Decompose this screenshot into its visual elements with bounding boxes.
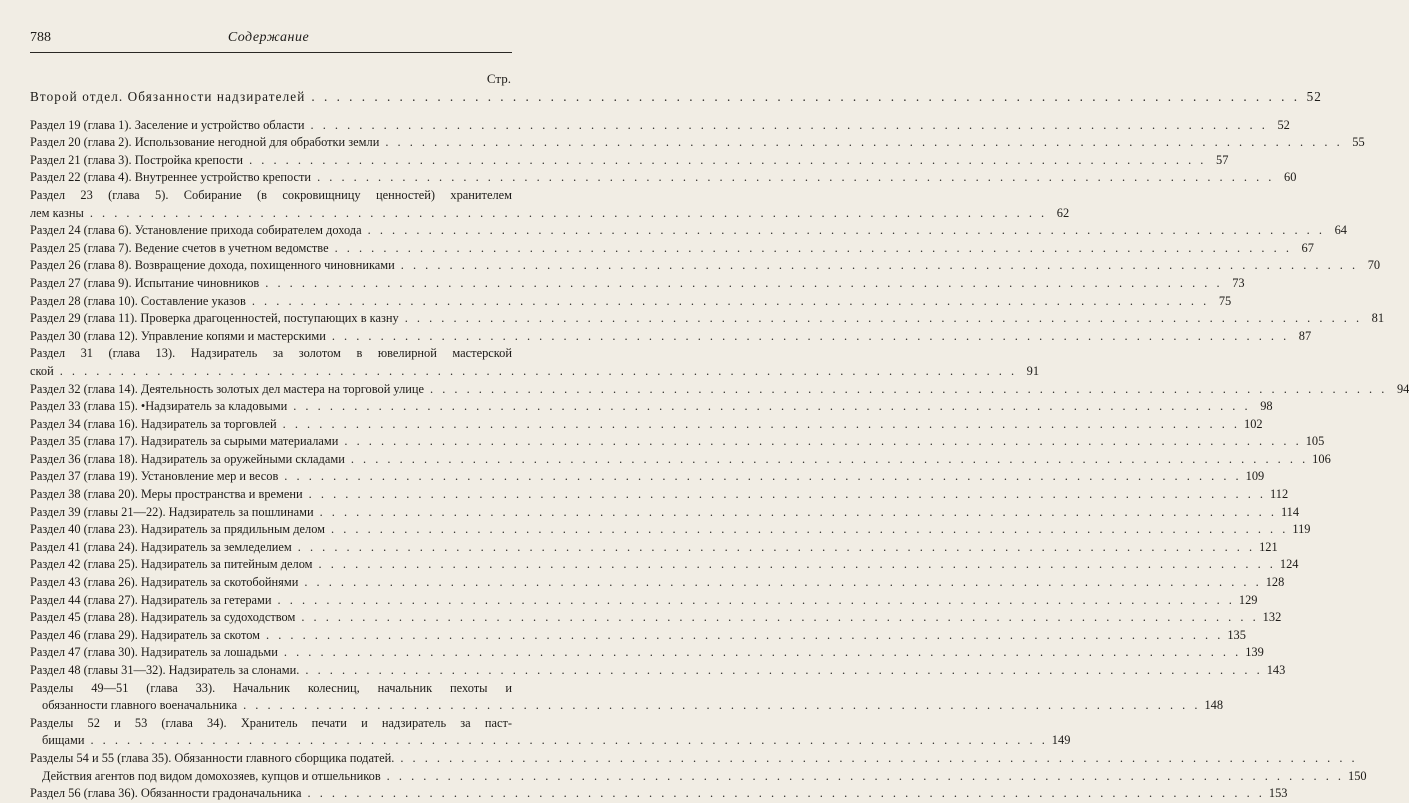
toc-entry-page: 150 xyxy=(1348,768,1367,783)
toc-entry-page: 91 xyxy=(1026,363,1040,378)
toc-entry[interactable] xyxy=(30,644,1264,662)
toc-entry-title: Раздел 40 (глава 23). Надзиратель за прядильным делом xyxy=(30,522,326,537)
leader-dots xyxy=(284,644,1241,662)
toc-entry[interactable] xyxy=(30,310,1385,328)
toc-entry[interactable] xyxy=(30,486,1289,504)
toc-entry-title: Раздел 41 (глава 24). Надзиратель за земледелием xyxy=(30,539,292,554)
toc-entry[interactable] xyxy=(30,574,1285,592)
toc-entry-title-line2: обязанности главного военачальника xyxy=(42,698,238,713)
toc-entry-title: Раздел 20 (глава 2). Использование негодной для обработки земли xyxy=(30,135,380,150)
toc-entry-title-line2: ской xyxy=(30,363,54,378)
toc-entry-page: 52 xyxy=(1277,117,1290,132)
leader-dots xyxy=(319,556,1276,574)
toc-entry[interactable] xyxy=(30,222,1347,240)
toc-entry-page: 60 xyxy=(1284,170,1297,185)
toc-entry-title: Раздел 45 (глава 28). Надзиратель за судоходством xyxy=(30,610,296,625)
toc-entry-page: 98 xyxy=(1260,399,1273,414)
toc-entry-page: 124 xyxy=(1279,557,1299,572)
leader-dots xyxy=(304,574,1261,592)
toc-entry[interactable] xyxy=(30,416,1263,434)
toc-entry[interactable] xyxy=(30,592,1258,610)
toc-entry-page: 135 xyxy=(1227,627,1246,642)
toc-entry-page: 129 xyxy=(1238,592,1258,607)
leader-dots xyxy=(90,732,1047,750)
toc-entry[interactable] xyxy=(30,240,1314,258)
toc-entry-title: Разделы 54 и 55 (глава 35). Обязанности главного сборщика податей. xyxy=(30,750,395,765)
toc-entry-page: 143 xyxy=(1266,663,1286,677)
toc-entry[interactable] xyxy=(30,275,1245,293)
toc-section-title: Второй отдел. Обязанности надзирателей xyxy=(30,89,306,104)
toc-entry-title: Действия агентов под видом домохозяев, купцов и отшельников xyxy=(42,768,381,783)
leader-dots xyxy=(265,275,1222,293)
toc-entry-page: 102 xyxy=(1244,416,1263,431)
toc-entry-page: 128 xyxy=(1265,575,1285,590)
toc-entry-title-line2: бищами xyxy=(42,733,85,748)
toc-entry-title-line1: Раздел 31 (глава 13). Надзиратель за золотом в ювелирной мастерской xyxy=(30,346,512,361)
leader-dots xyxy=(311,88,1300,106)
toc-entry[interactable] xyxy=(30,328,1312,346)
leader-dots xyxy=(320,504,1277,522)
leader-dots xyxy=(293,398,1250,416)
toc-entry[interactable] xyxy=(30,257,1381,275)
toc-entry[interactable] xyxy=(30,451,1331,469)
leader-dots xyxy=(385,134,1342,152)
leader-dots xyxy=(387,768,1344,786)
toc-entry-title: Раздел 28 (глава 10). Составление указов xyxy=(30,293,246,308)
toc-entry-title: Раздел 43 (глава 26). Надзиратель за скотобойнями xyxy=(30,575,299,590)
leader-dots xyxy=(298,539,1255,557)
toc-entry-page: 132 xyxy=(1262,610,1282,625)
toc-entry[interactable] xyxy=(30,433,1325,451)
toc-entry-page: 81 xyxy=(1371,311,1385,326)
toc-entry-title: Раздел 46 (глава 29). Надзиратель за скотом xyxy=(30,627,261,642)
leader-dots xyxy=(405,310,1362,328)
table-of-contents xyxy=(30,88,1409,803)
leader-dots xyxy=(311,117,1268,135)
toc-entry-title: Раздел 37 (глава 19). Установление мер и весов xyxy=(30,469,279,484)
toc-entry-page: 112 xyxy=(1270,487,1289,502)
header-rule xyxy=(30,52,512,53)
toc-entry-page: 149 xyxy=(1051,733,1071,748)
toc-entry-page: 139 xyxy=(1245,645,1264,660)
leader-dots xyxy=(283,416,1240,434)
toc-entry-page: 109 xyxy=(1245,469,1265,484)
leader-dots xyxy=(252,293,1209,311)
toc-entry-page: 121 xyxy=(1259,539,1278,554)
toc-entry-page: 94 xyxy=(1396,381,1409,396)
toc-entry-page: 70 xyxy=(1367,258,1381,273)
toc-entry-page: 153 xyxy=(1268,786,1288,801)
toc-entry[interactable] xyxy=(30,504,1300,522)
toc-entry[interactable] xyxy=(30,117,1290,135)
toc-entry[interactable] xyxy=(30,662,1286,680)
toc-entry-page: 73 xyxy=(1232,275,1245,290)
toc-entry-title: Раздел 39 (главы 21—22). Надзиратель за пошлинами xyxy=(30,504,314,519)
leader-dots xyxy=(401,257,1358,275)
toc-entry-title: Раздел 21 (глава 3). Постройка крепости xyxy=(30,152,244,167)
toc-entry-title: Раздел 27 (глава 9). Испытание чиновников xyxy=(30,275,260,290)
toc-section-page: 52 xyxy=(1306,89,1322,104)
toc-entry-title: Раздел 25 (глава 7). Ведение счетов в учетном ведомстве xyxy=(30,240,329,255)
toc-entry-title: Раздел 19 (глава 1). Заселение и устройство области xyxy=(30,117,305,132)
toc-entry[interactable] xyxy=(30,187,1070,222)
toc-entry-title: Раздел 44 (глава 27). Надзиратель за гетерами xyxy=(30,592,272,607)
leader-dots xyxy=(60,363,1017,381)
leader-dots xyxy=(351,451,1308,469)
toc-entry-title: Раздел 48 (главы 31—32). Надзиратель за слонами. xyxy=(30,663,300,677)
leader-dots xyxy=(301,609,1258,627)
leader-dots xyxy=(308,785,1265,803)
leader-dots xyxy=(266,627,1223,645)
leader-dots xyxy=(400,750,1357,768)
page-number: 788 xyxy=(30,30,51,45)
toc-entry-title-line1: Разделы 49—51 (глава 33). Начальник колесниц, начальник пехоты и xyxy=(30,680,512,695)
toc-entry-title-line1: Раздел 23 (глава 5). Собирание (в сокровищницу ценностей) хранителем xyxy=(30,187,512,202)
toc-entry-title-line2: лем казны xyxy=(30,205,84,220)
toc-entry-page: 87 xyxy=(1298,328,1312,343)
leader-dots xyxy=(90,205,1047,223)
toc-entry-title: Раздел 34 (глава 16). Надзиратель за торговлей xyxy=(30,416,277,431)
toc-entry[interactable] xyxy=(30,785,1288,803)
toc-entry[interactable] xyxy=(30,293,1232,311)
toc-entry[interactable] xyxy=(30,468,1265,486)
toc-entry[interactable] xyxy=(30,627,1246,645)
toc-entry-title: Раздел 26 (глава 8). Возвращение дохода, похищенного чиновниками xyxy=(30,258,395,273)
toc-entry[interactable] xyxy=(30,169,1297,187)
leader-dots xyxy=(344,433,1301,451)
leader-dots xyxy=(305,662,1262,680)
toc-section-heading[interactable] xyxy=(30,88,1322,106)
toc-entry[interactable] xyxy=(30,152,1229,170)
toc-entry[interactable] xyxy=(30,381,1409,399)
toc-entry[interactable] xyxy=(30,750,512,768)
leader-dots xyxy=(284,468,1241,486)
toc-entry-title: Раздел 32 (глава 14). Деятельность золотых дел мастера на торговой улице xyxy=(30,381,425,396)
toc-entry-title: Раздел 35 (глава 17). Надзиратель за сырыми материалами xyxy=(30,434,339,449)
toc-entry[interactable] xyxy=(30,521,1311,539)
toc-entry-page: 75 xyxy=(1218,293,1232,308)
toc-entry[interactable] xyxy=(30,680,1224,715)
toc-entry-title: Раздел 24 (глава 6). Установление прихода собирателем дохода xyxy=(30,223,362,238)
toc-entry[interactable] xyxy=(30,398,1273,416)
toc-entry[interactable] xyxy=(30,609,1282,627)
toc-entry-title: Раздел 30 (глава 12). Управление копями и мастерскими xyxy=(30,328,326,343)
toc-entry-page: 106 xyxy=(1312,451,1331,466)
toc-entry-title: Раздел 36 (глава 18). Надзиратель за оружейными складами xyxy=(30,451,345,466)
toc-entry-title: Раздел 42 (глава 25). Надзиратель за питейным делом xyxy=(30,557,313,572)
page-column-header: Стр. xyxy=(486,71,511,86)
toc-entry[interactable] xyxy=(30,556,1299,574)
toc-entry-page: 67 xyxy=(1301,240,1314,255)
toc-entry-title: Раздел 22 (глава 4). Внутреннее устройство крепости xyxy=(30,170,312,185)
leader-dots xyxy=(368,222,1325,240)
leader-dots xyxy=(309,486,1266,504)
toc-entry-page: 105 xyxy=(1305,434,1325,449)
toc-entry[interactable] xyxy=(30,539,1278,557)
toc-entry-page: 62 xyxy=(1056,205,1070,220)
toc-entry-page: 64 xyxy=(1334,223,1347,238)
toc-entry-title: Раздел 29 (глава 11). Проверка драгоценностей, поступающих в казну xyxy=(30,311,399,326)
running-title: Содержание xyxy=(227,30,310,45)
leader-dots xyxy=(249,152,1206,170)
toc-entry-title: Раздел 47 (глава 30). Надзиратель за лошадьми xyxy=(30,645,278,660)
leader-dots xyxy=(317,169,1274,187)
leader-dots xyxy=(335,240,1292,258)
leader-dots xyxy=(331,521,1288,539)
toc-entry-page: 119 xyxy=(1292,522,1311,537)
toc-entry[interactable] xyxy=(30,715,1071,750)
toc-entry[interactable] xyxy=(30,134,1365,152)
toc-entry[interactable] xyxy=(30,768,1367,786)
toc-entry-page: 55 xyxy=(1352,135,1365,150)
toc-entry-page: 114 xyxy=(1280,504,1300,519)
toc-entry-title: Раздел 33 (глава 15). •Надзиратель за кладовыми xyxy=(30,399,288,414)
toc-entry-title-line1: Разделы 52 и 53 (глава 34). Хранитель печати и надзиратель за паст- xyxy=(30,715,512,730)
toc-entry-page: 57 xyxy=(1216,152,1229,167)
toc-entry[interactable] xyxy=(30,345,1040,380)
toc-entry-page: 148 xyxy=(1204,698,1224,713)
leader-dots xyxy=(430,381,1387,399)
leader-dots xyxy=(243,697,1200,715)
leader-dots xyxy=(332,328,1289,346)
leader-dots xyxy=(278,592,1235,610)
toc-entry-title: Раздел 56 (глава 36). Обязанности градоначальника xyxy=(30,786,302,801)
toc-entry-title: Раздел 38 (глава 20). Меры пространства и времени xyxy=(30,487,303,502)
